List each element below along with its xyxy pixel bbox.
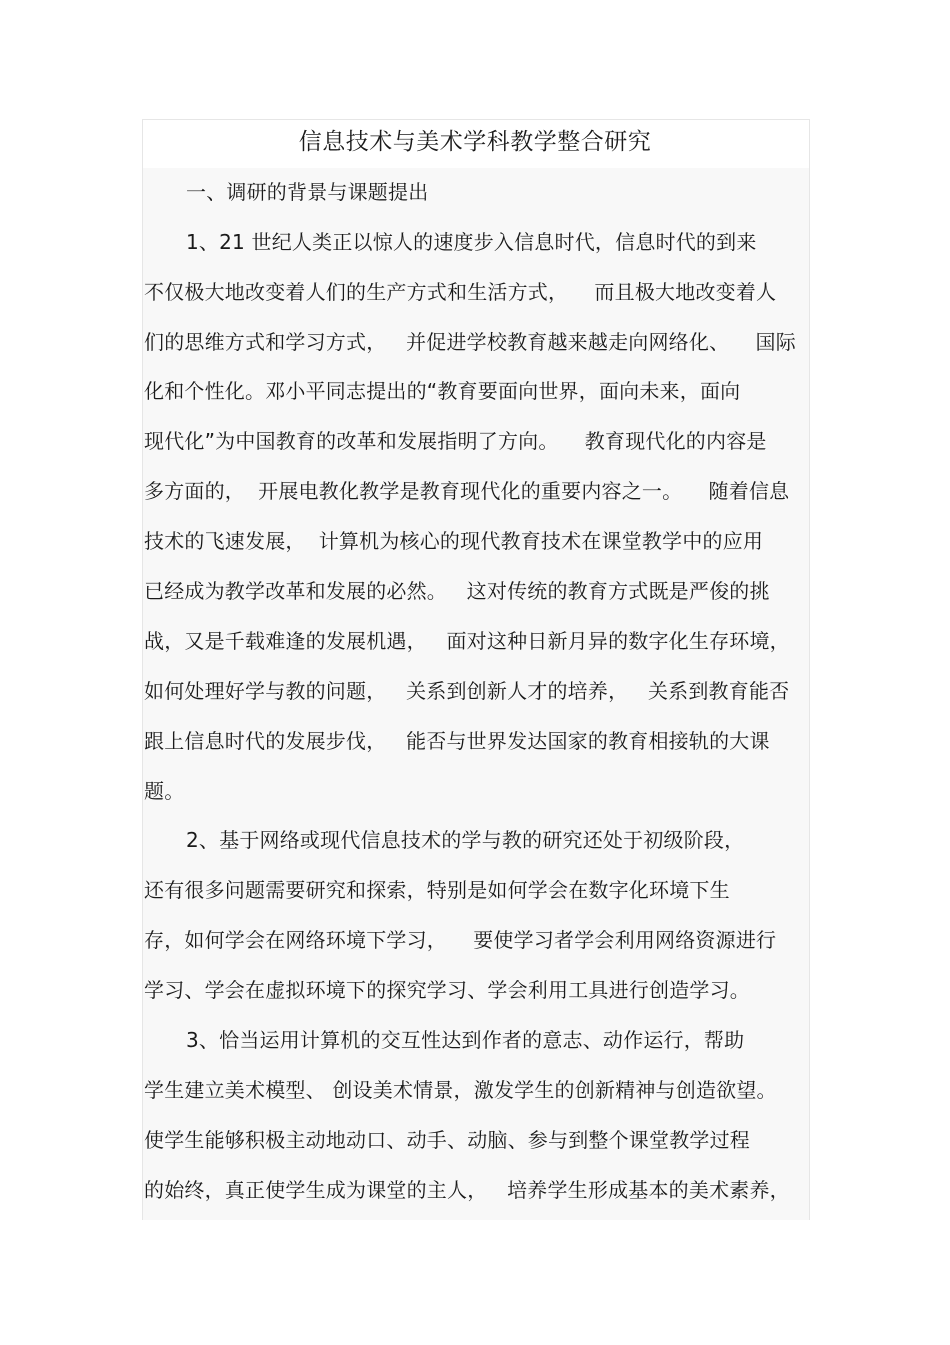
paragraph-1-line-12: 题。 xyxy=(144,779,185,803)
paragraph-1-line-1: 1、21 世纪人类正以惊人的速度步入信息时代，信息时代的到来 xyxy=(186,230,757,254)
paragraph-1-line-5: 现代化”为中国教育的改革和发展指明了方向。 教育现代化的内容是 xyxy=(144,429,767,453)
paragraph-1-line-3: 们的思维方式和学习方式， 并促进学校教育越来越走向网络化、 国际 xyxy=(144,330,796,354)
paragraph-3-line-2: 学生建立美术模型、 创设美术情景，激发学生的创新精神与创造欲望。 xyxy=(144,1078,777,1102)
paragraph-2-line-4: 学习、学会在虚拟环境下的探究学习、学会利用工具进行创造学习。 xyxy=(144,978,750,1002)
paragraph-3-line-3: 使学生能够积极主动地动口、动手、动脑、参与到整个课堂教学过程 xyxy=(144,1128,750,1152)
paragraph-1-line-2: 不仅极大地改变着人们的生产方式和生活方式， 而且极大地改变着人 xyxy=(144,280,777,304)
document-title: 信息技术与美术学科教学整合研究 xyxy=(298,129,652,155)
section-heading: 一、调研的背景与课题提出 xyxy=(186,180,429,204)
paragraph-1-line-7: 技术的飞速发展， 计算机为核心的现代教育技术在课堂教学中的应用 xyxy=(144,529,764,553)
paragraph-1-line-11: 跟上信息时代的发展步伐， 能否与世界发达国家的教育相接轨的大课 xyxy=(144,729,770,753)
paragraph-1-line-4: 化和个性化。邓小平同志提出的“教育要面向世界，面向未来，面向 xyxy=(144,379,741,403)
paragraph-1-line-8: 已经成为教学改革和发展的必然。 这对传统的教育方式既是严俊的挑 xyxy=(144,579,770,603)
paragraph-2-line-1: 2、基于网络或现代信息技术的学与教的研究还处于初级阶段， xyxy=(186,828,745,852)
paragraph-2-line-2: 还有很多问题需要研究和探索，特别是如何学会在数字化环境下生 xyxy=(144,878,730,902)
paragraph-3-line-1: 3、恰当运用计算机的交互性达到作者的意志、动作运行，帮助 xyxy=(186,1028,745,1052)
paragraph-1-line-10: 如何处理好学与教的问题， 关系到创新人才的培养， 关系到教育能否 xyxy=(144,679,790,703)
paragraph-1-line-9: 战，又是千载难逢的发展机遇， 面对这种日新月异的数字化生存环境， xyxy=(144,629,790,653)
paragraph-1-line-6: 多方面的， 开展电教化教学是教育现代化的重要内容之一。 随着信息 xyxy=(144,479,790,503)
paragraph-2-line-3: 存，如何学会在网络环境下学习， 要使学习者学会利用网络资源进行 xyxy=(144,928,777,952)
paragraph-3-line-4: 的始终，真正使学生成为课堂的主人， 培养学生形成基本的美术素养， xyxy=(144,1178,790,1202)
